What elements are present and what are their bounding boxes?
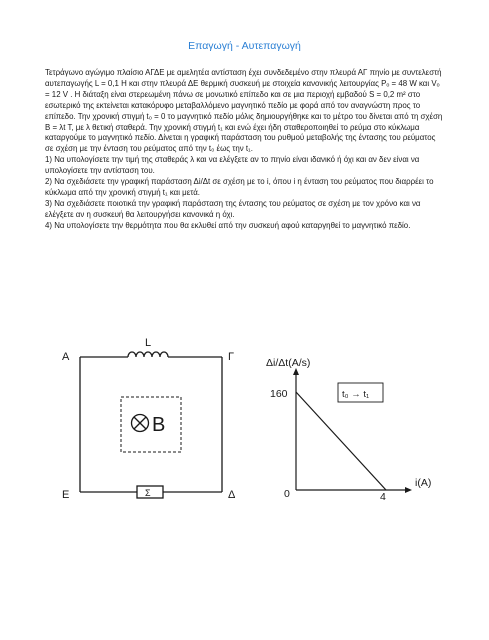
corner-g-label: Γ <box>228 351 235 363</box>
question-1: 1) Να υπολογίσετε την τιμή της σταθεράς λ και να ελέγξετε αν το πηνίο είναι ιδανικό ή όχι και αν δεν είναι να υπολογίσετε την αντίσταση του. <box>45 155 420 176</box>
circuit-diagram <box>80 352 222 498</box>
corner-a-label: Α <box>62 351 70 363</box>
corner-e-label: Ε <box>62 489 70 501</box>
x-axis-arrow <box>405 487 412 493</box>
series-line <box>296 392 386 490</box>
question-4: 4) Να υπολογίσετε την θερμότητα που θα εκλυθεί από την συσκευή αφού καταργηθεί το μαγνητικό πεδίο. <box>45 220 411 230</box>
question-3: 3) Να σχεδιάσετε ποιοτικά την γραφική παράσταση της έντασης του ρεύματος σε σχέση με τον χρόνο και να ελέγξετε αν η συσκευή θα λειτουργήσει κανονικά η όχι. <box>45 198 421 219</box>
x-tick-label: 4 <box>380 491 386 503</box>
inductor-coil <box>128 352 168 357</box>
rate-current-graph <box>293 368 412 493</box>
origin-label: 0 <box>284 488 290 500</box>
page-title: Επαγωγή - Αυτεπαγωγή <box>188 40 301 52</box>
legend-text: t₀ → t₁ <box>342 389 370 400</box>
field-label: B <box>152 414 166 436</box>
x-axis-label: i(A) <box>415 477 432 489</box>
inductor-label: L <box>145 337 152 349</box>
y-axis-arrow <box>293 368 299 375</box>
question-2: 2) Να σχεδιάσετε την γραφική παράσταση Δi/Δt σε σχέση με το i, όπου i η ένταση του ρεύματος που διαρρέει το κύκλωμα από την χρονική στιγμή t₁ και μετά. <box>45 177 434 197</box>
corner-d-label: Δ <box>228 489 236 501</box>
y-axis-label: Δi/Δt(A/s) <box>266 357 311 369</box>
problem-intro: Τετράγωνο αγώγιμο πλαίσιο ΑΓΔΕ με αμελητέα αντίσταση έχει συνδεδεμένο στην πλευρά ΑΓ πηνίο με συντελεστή αυτεπαγωγής L = 0,1 H και στην πλευρά ΔΕ θερμική συσκευή με στοιχεία κανονικής λειτουργίας Pₒ = 48 W και Vₒ = 12 V . Η διάταξη είναι στερεωμένη πάνω σε μονωτικό επίπεδο και σε μια περιοχή εμβαδού S = 0,2 m² στο εσωτερικό της εκτείνεται κατακόρυφο μεταβαλλόμενο μαγνητικό πεδίο με φορά από τον αναγνώστη προς το επίπεδο. Την χρονική στιγμή t₀ = 0 το μαγνητικό πεδίο μόλις δημιουργήθηκε και το μέτρο του δίνεται από τη σχέση B = λt T, με λ θετική σταθερά. Την χρονική στιγμή t₁ και ενώ έχει ήδη σταθεροποιηθεί το ρεύμα στο κύκλωμα καταργούμε το μαγνητικό πεδίο. Δίνεται η γραφική παράσταση του ρυθμού μεταβολής της έντασης του ρεύματος σε σχέση με την ένταση του ρεύματος από την t₀ έως την t₁. <box>45 68 443 154</box>
y-tick-label: 160 <box>270 388 288 400</box>
device-label: Σ <box>145 488 151 498</box>
field-region <box>121 397 181 452</box>
